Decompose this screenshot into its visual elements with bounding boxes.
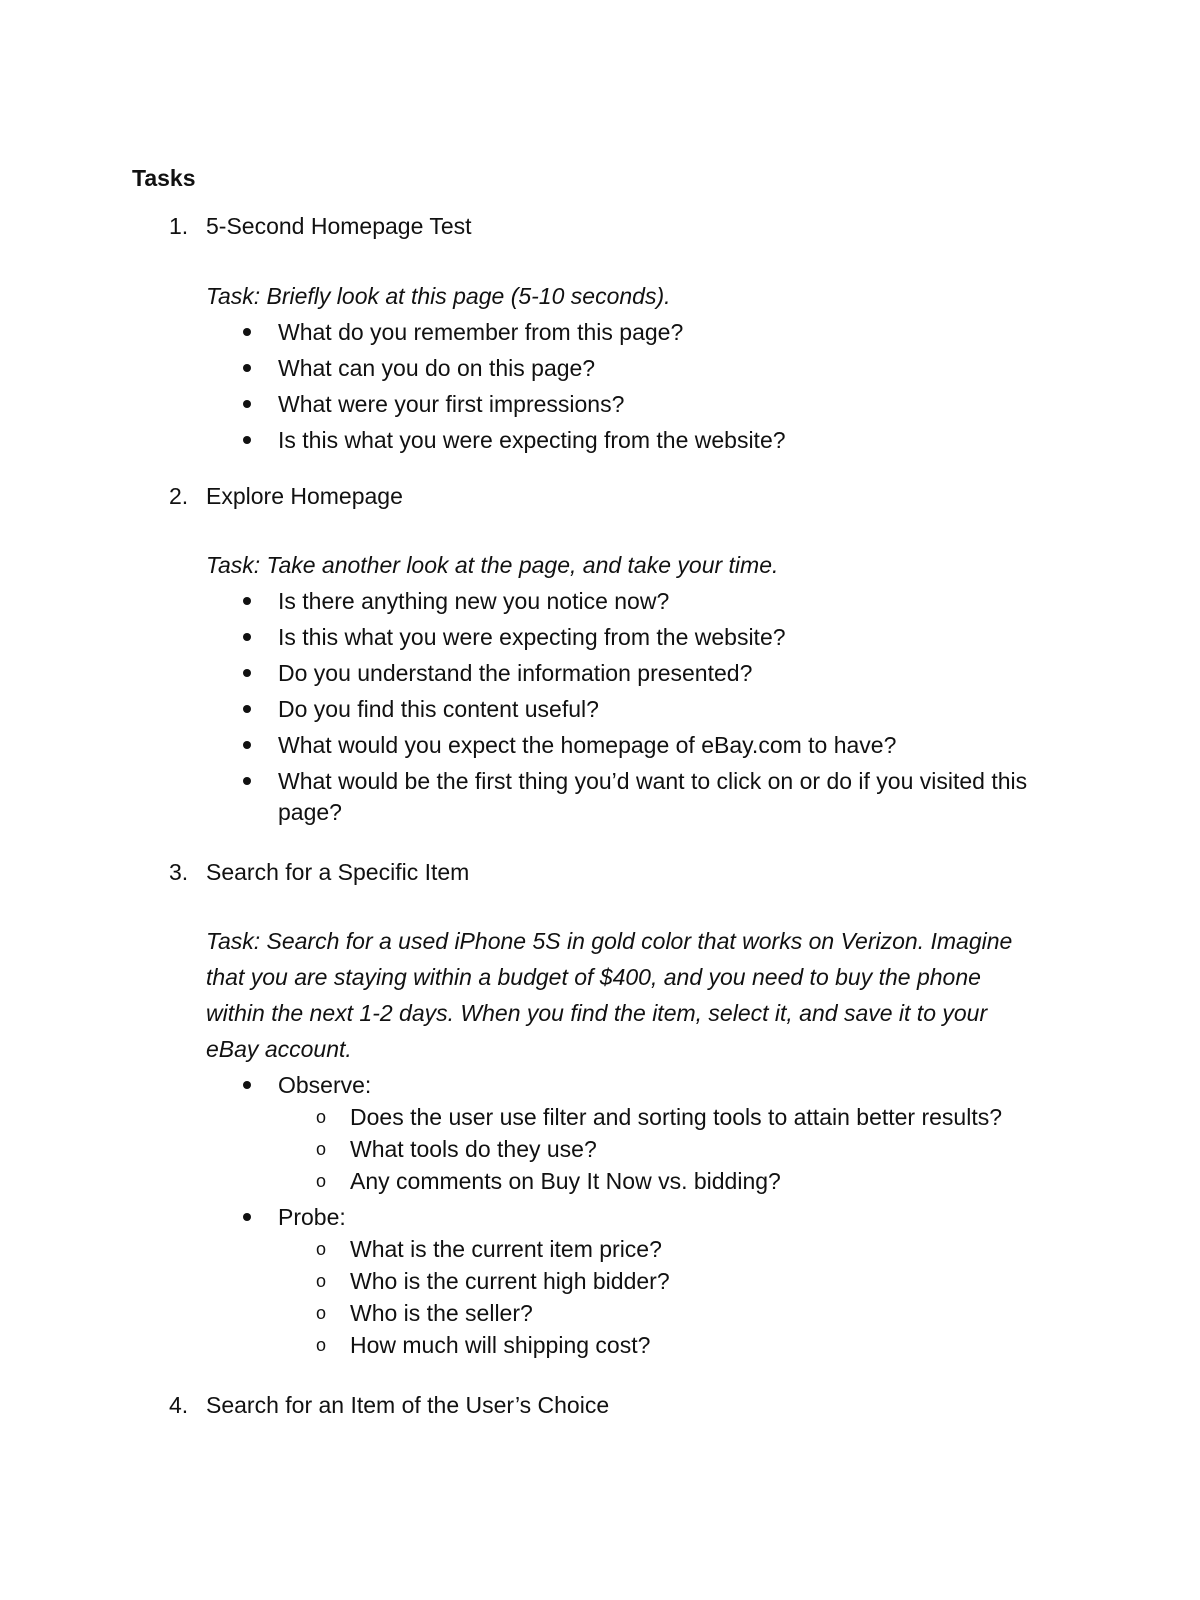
bullet-text: What were your first impressions? — [278, 391, 625, 417]
bullet-text: What do you remember from this page? — [278, 319, 684, 345]
bullet-text: Do you find this content useful? — [278, 696, 599, 722]
section-title: 5-Second Homepage Test — [206, 213, 472, 239]
sub-bullet-text: What tools do they use? — [350, 1136, 597, 1162]
bullet-icon — [243, 777, 251, 785]
sub-bullet-text: Who is the current high bidder? — [350, 1268, 670, 1294]
sub-bullet-icon: o — [316, 1303, 327, 1323]
section-title: Search for an Item of the User’s Choice — [206, 1392, 610, 1418]
page-heading: Tasks — [132, 165, 196, 191]
sub-bullet-text: How much will shipping cost? — [350, 1332, 651, 1358]
section-title: Explore Homepage — [206, 483, 403, 509]
bullet-text: Is there anything new you notice now? — [278, 588, 670, 614]
bullet-icon — [243, 597, 251, 605]
sub-bullet-icon: o — [316, 1271, 327, 1291]
task-instruction-line: eBay account. — [206, 1036, 352, 1062]
bullet-icon — [243, 436, 251, 444]
sub-bullet-icon: o — [316, 1335, 327, 1355]
bullet-text-continued: page? — [278, 799, 342, 825]
bullet-icon — [243, 400, 251, 408]
task-instruction-line: Task: Search for a used iPhone 5S in gold color that works on Verizon. Imagine — [206, 928, 1013, 954]
section-number: 2. — [169, 483, 189, 509]
sub-bullet-text: Any comments on Buy It Now vs. bidding? — [350, 1168, 781, 1194]
sub-bullet-icon: o — [316, 1107, 327, 1127]
task-instruction: Task: Take another look at the page, and take your time. — [206, 552, 779, 578]
sub-bullet-text: Does the user use filter and sorting tools to attain better results? — [350, 1104, 1003, 1130]
section-number: 4. — [169, 1392, 189, 1418]
bullet-text: Is this what you were expecting from the website? — [278, 427, 786, 453]
bullet-icon — [243, 705, 251, 713]
section-number: 3. — [169, 859, 189, 885]
sub-bullet-icon: o — [316, 1139, 327, 1159]
bullet-text: What would be the first thing you’d want to click on or do if you visited this — [278, 768, 1028, 794]
bullet-text: Observe: — [278, 1072, 372, 1098]
bullet-text: What can you do on this page? — [278, 355, 596, 381]
bullet-text: Do you understand the information presented? — [278, 660, 753, 686]
task-instruction-line: within the next 1-2 days. When you find the item, select it, and save it to your — [206, 1000, 988, 1026]
bullet-text: Is this what you were expecting from the website? — [278, 624, 786, 650]
section-number: 1. — [169, 213, 189, 239]
bullet-icon — [243, 1213, 251, 1221]
bullet-icon — [243, 633, 251, 641]
section-title: Search for a Specific Item — [206, 859, 470, 885]
bullet-icon — [243, 669, 251, 677]
sub-bullet-text: What is the current item price? — [350, 1236, 662, 1262]
bullet-icon — [243, 328, 251, 336]
bullet-icon — [243, 741, 251, 749]
sub-bullet-text: Who is the seller? — [350, 1300, 533, 1326]
task-instruction: Task: Briefly look at this page (5-10 seconds). — [206, 283, 671, 309]
sub-bullet-icon: o — [316, 1239, 327, 1259]
sub-bullet-icon: o — [316, 1171, 327, 1191]
bullet-icon — [243, 1081, 251, 1089]
bullet-text: Probe: — [278, 1204, 346, 1230]
task-instruction-line: that you are staying within a budget of $400, and you need to buy the phone — [206, 964, 981, 990]
bullet-text: What would you expect the homepage of eBay.com to have? — [278, 732, 897, 758]
bullet-icon — [243, 364, 251, 372]
